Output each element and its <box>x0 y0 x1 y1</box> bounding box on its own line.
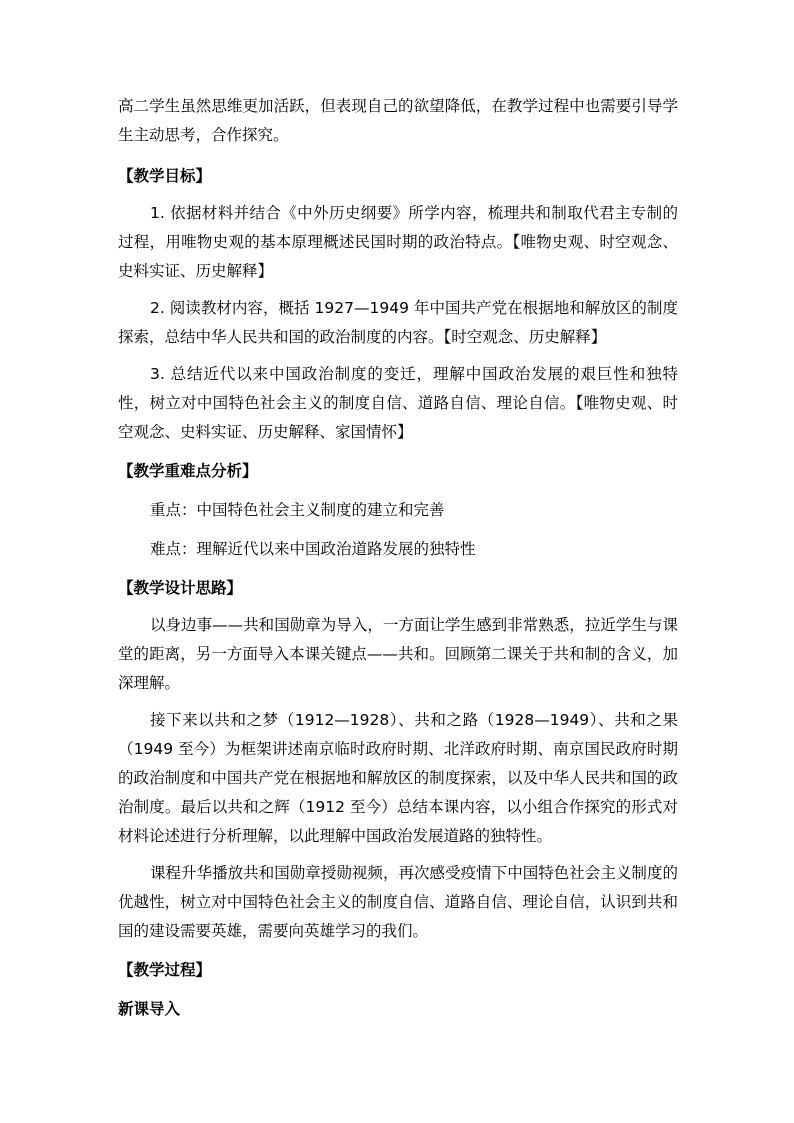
design-paragraph-2: 接下来以共和之梦（1912—1928）、共和之路（1928—1949）、共和之果（1949 至今）为框架讲述南京临时政府时期、北洋政府时期、南京国民政府时期的政治制度和中国共产党在根据地和解放区的制度探索，以及中华人民共和国的政治制度。最后以共和之辉（1912 至今）总结本课内容，以小组合作探究的形式对材料论述进行分析理解，以此理解中国政治发展道路的独特性。 <box>118 711 678 845</box>
intro-paragraph: 高二学生虽然思维更加活跃，但表现自己的欲望降低，在教学过程中也需要引导学生主动思考，合作探究。 <box>118 97 678 144</box>
design-paragraph-3: 课程升华播放共和国勋章授勋视频，再次感受疫情下中国特色社会主义制度的优越性，树立对中国特色社会主义的制度自信、道路自信、理论自信，认识到共和国的建设需要英雄，需要向英雄学习的我们。 <box>118 864 678 940</box>
objective-3: 3. 总结近代以来中国政治制度的变迁，理解中国政治发展的艰巨性和独特性，树立对中国特色社会主义的制度自信、道路自信、理论自信。【唯物史观、时空观念、史料实证、历史解释、家国情怀】 <box>118 365 678 441</box>
heading-design-approach: 【教学设计思路】 <box>118 579 243 597</box>
design-paragraph-1: 以身边事——共和国勋章为导入，一方面让学生感到非常熟悉，拉近学生与课堂的距离，另一方面导入本课关键点——共和。回顾第二课关于共和制的含义，加深理解。 <box>118 616 678 692</box>
difficult-point: 难点：理解近代以来中国政治道路发展的独特性 <box>150 540 476 558</box>
objective-2: 2. 阅读教材内容，概括 1927—1949 年中国共产党在根据地和解放区的制度探索，总结中华人民共和国的政治制度的内容。【时空观念、历史解释】 <box>118 299 678 346</box>
document-body <box>118 92 678 1024</box>
subheading-new-lesson-intro: 新课导入 <box>118 1000 181 1018</box>
heading-teaching-objectives: 【教学目标】 <box>118 167 212 185</box>
heading-key-difficult-points: 【教学重难点分析】 <box>118 462 258 480</box>
heading-teaching-process: 【教学过程】 <box>118 961 212 979</box>
key-point: 重点：中国特色社会主义制度的建立和完善 <box>150 501 445 519</box>
objective-1: 1. 依据材料并结合《中外历史纲要》所学内容，梳理共和制取代君主专制的过程，用唯物史观的基本原理概述民国时期的政治特点。【唯物史观、时空观念、史料实证、历史解释】 <box>118 204 678 280</box>
